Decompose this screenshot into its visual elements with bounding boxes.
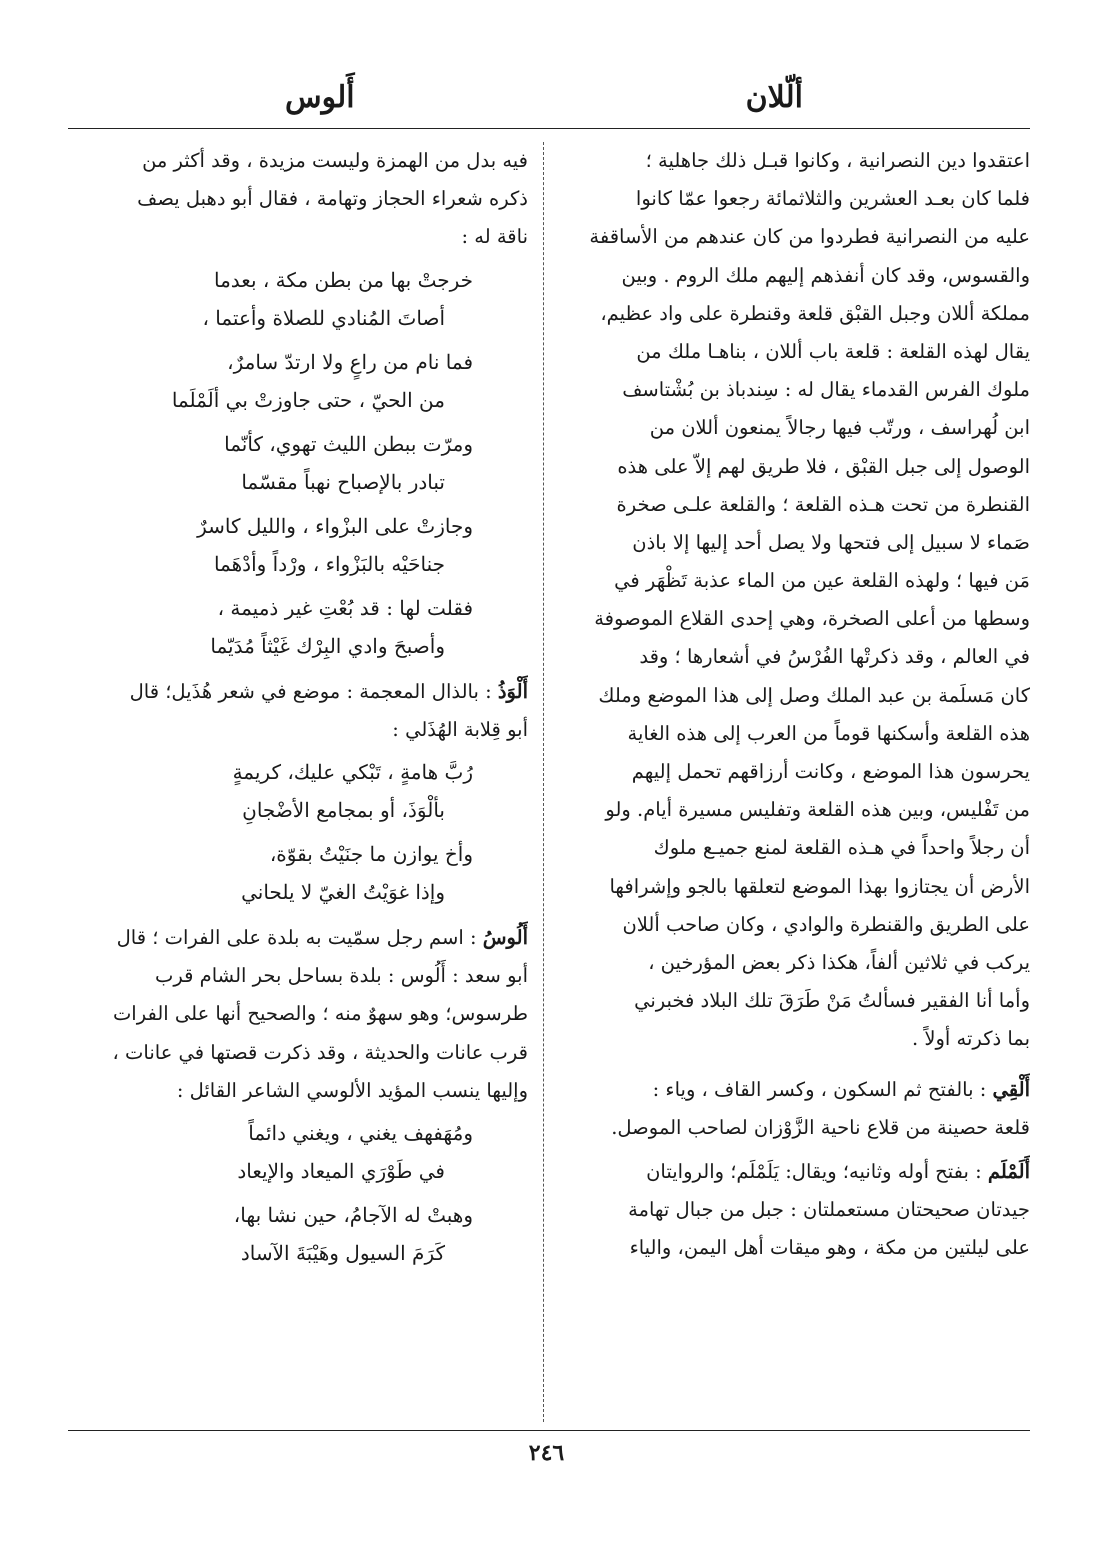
- body-line: الأرض أن يجتازوا بهذا الموضع لتعلقها بالجو وإشرافها: [609, 874, 1030, 898]
- right-column-body: [553, 142, 1030, 1059]
- verse-hemistich: وأخ يوازن ما جنَيْتُ بقوّة،: [269, 841, 473, 866]
- body-line: فيه بدل من الهمزة وليست مزيدة ، وقد أكثر من: [142, 149, 528, 172]
- entry-headword: أَلَمْلَم: [987, 1159, 1030, 1183]
- verse-hemistich: فقلت لها : قد بُعْتِ غير ذميمة ،: [217, 595, 473, 620]
- body-line: صَماء لا سبيل إلى فتحها ولا يصل أحد إليها إلا باذن: [632, 530, 1030, 554]
- page-number: ٢٤٦: [528, 1440, 565, 1466]
- body-line: وسطها من أعلى الصخرة، وهي إحدى القلاع الموصوفة: [594, 607, 1030, 631]
- body-line: يركب في ثلاثين ألفاً، هكذا ذكر بعض المؤرخين ،: [648, 950, 1030, 974]
- body-line: يحرسون هذا الموضع ، وكانت أرزاقهم تحمل إليهم: [631, 760, 1030, 783]
- entry-line: طرسوس؛ وهو سهوٌ منه ؛ والصحيح أنها على الفرات: [112, 1002, 528, 1026]
- body-line: اعتقدوا دين النصرانية ، وكانوا قبـل ذلك جاهلية ؛: [645, 149, 1030, 172]
- body-line: مملكة أللان وجبل القبْق قلعة وقنطرة على واد عظيم،: [600, 301, 1030, 325]
- verse-hemistich: وجازتْ على البزْواء ، والليل كاسرٌ: [197, 513, 473, 538]
- body-line: بما ذكرته أولاً .: [912, 1027, 1030, 1051]
- top-rule: [68, 128, 1030, 129]
- right-column: [553, 142, 1030, 1267]
- verse-hemistich: في طَوْرَي الميعاد والإيعاد: [237, 1158, 445, 1183]
- entry-line: قرب عانات والحديثة ، وقد ذكرت قصتها في عانات ،: [112, 1040, 528, 1064]
- verse-hemistich: تبادر بالإصباح نهباً مقسّما: [241, 469, 445, 494]
- entry-headword: أَلْقِي: [992, 1077, 1030, 1101]
- verse-hemistich: وإذا غوَيْتُ الغيّ لا يلحاني: [241, 879, 445, 904]
- body-line: من تَفْليس، وبين هذه القلعة وتفليس مسيرة أيام. ولو: [605, 798, 1030, 822]
- body-line: ملوك الفرس القدماء يقال له : سِندباذ بن بُشْتاسف: [622, 378, 1030, 402]
- entry-line: أَلْقِي : بالفتح ثم السكون ، وكسر القاف ، وياء :: [652, 1077, 1030, 1101]
- entry-headword: أَلْوَذُ: [497, 679, 528, 703]
- left-column: [70, 142, 528, 1280]
- body-line: يقال لهذه القلعة : قلعة باب أللان ، بناهـا ملك من: [636, 339, 1030, 363]
- entry-headword: أَلُوسُ: [482, 925, 528, 949]
- entry-line: أبو سعد : أَلُوس : بلدة بساحل بحر الشام قرب: [155, 964, 528, 988]
- entry-alqi: [553, 1071, 1030, 1147]
- entry-line: أَلَمْلَم : بفتح أوله وثانيه؛ ويقال: يَلَمْلَم؛ والروايتان: [646, 1159, 1030, 1183]
- entry-line: أَلْوَذُ : بالذال المعجمة : موضع في شعر هُذَيل؛ قال: [129, 679, 528, 703]
- column-divider: [543, 142, 544, 1422]
- verse-hemistich: كَرَمَ السيول وهَيْبَةَ الآساد: [240, 1240, 445, 1265]
- entry-alus: [70, 919, 528, 1110]
- verse-hemistich: أصاتَ المُنادي للصلاة وأعتما ،: [202, 305, 445, 330]
- running-head-right: ألّلان: [745, 80, 803, 115]
- verse-hemistich: فما نام من راعٍ ولا ارتدّ سامرٌ،: [227, 349, 473, 374]
- body-line: وأما أنا الفقير فسألتُ مَنْ طَرَقَ تلك البلاد فخبرني: [634, 989, 1030, 1013]
- body-line: مَن فيها ؛ ولهذه القلعة عين من الماء عذبة تَظْهَر في: [614, 569, 1030, 593]
- body-line: في العالم ، وقد ذكرتْها الفُرْسُ في أشعارها ؛ وقد: [639, 645, 1030, 669]
- body-line: عليه من النصرانية فطردوا من كان عندهم من الأساقفة: [589, 225, 1030, 249]
- verse-block-3: [70, 1114, 528, 1272]
- body-line: الوصول إلى جبل القبْق ، فلا طريق لهم إلاّ على هذه: [617, 454, 1030, 478]
- entry-line: أبو قِلابة الهُذَلي :: [392, 717, 528, 741]
- entry-line: على ليلتين من مكة ، وهو ميقات أهل اليمن، والياء: [629, 1236, 1030, 1260]
- body-line: هذه القلعة وأسكنها قوماً من العرب إلى هذه الغاية: [627, 721, 1030, 745]
- verse-hemistich: بألْوَذَ، أو بمجامع الأضْجانِ: [242, 797, 445, 822]
- verse-hemistich: ومرّت ببطن الليث تهوي، كأنّما: [224, 431, 473, 456]
- body-line: على الطريق والقنطرة والوادي ، وكان صاحب أللان: [622, 912, 1030, 936]
- verse-hemistich: جناحَيْه بالبَزْواء ، ورْداً وأدْهَما: [213, 551, 445, 576]
- verse-hemistich: وأصبحَ وادي البِرْك غَيْثاً مُدَيّما: [210, 633, 445, 658]
- body-line: فلما كان بعـد العشرين والثلاثمائة رجعوا عمّا كانوا: [635, 187, 1030, 211]
- entry-line: وإليها ينسب المؤيد الألوسي الشاعر القائل :: [176, 1078, 528, 1102]
- verse-block-1: [70, 261, 528, 665]
- verse-block-2: [70, 753, 528, 911]
- entry-line: جيدتان صحيحتان مستعملتان : جبل من جبال تهامة: [628, 1198, 1030, 1222]
- entry-alwdh: [70, 673, 528, 749]
- body-line: ذكره شعراء الحجاز وتهامة ، فقال أبو دهبل يصف: [137, 187, 528, 211]
- body-line: أن رجلاً واحداً في هـذه القلعة لمنع جميـع ملوك: [653, 836, 1030, 860]
- verse-hemistich: خرجتْ بها من بطن مكة ، بعدما: [213, 267, 473, 292]
- bottom-rule: [68, 1430, 1030, 1431]
- body-line: ناقة له :: [461, 225, 528, 249]
- body-line: القنطرة من تحت هـذه القلعة ؛ والقلعة علـى صخرة: [616, 492, 1030, 516]
- entry-line: أَلُوسُ : اسم رجل سمّيت به بلدة على الفرات ؛ قال: [116, 925, 528, 949]
- body-line: ابن لُهراسف ، ورتّب فيها رجالاً يمنعون أللان من: [649, 416, 1030, 440]
- verse-hemistich: وهبتْ له الآجامُ، حين نشا بها،: [233, 1202, 473, 1227]
- entry-line: قلعة حصينة من قلاع ناحية الزَّوْزان لصاحب الموصل.: [611, 1115, 1030, 1139]
- verse-hemistich: من الحيّ ، حتى جاوزتْ بي ألَمْلَما: [171, 387, 445, 412]
- verse-hemistich: ومُهَفهف يغني ، ويغني دائماً: [248, 1120, 473, 1145]
- body-line: كان مَسلَمة بن عبد الملك وصل إلى هذا الموضع وملك: [598, 683, 1030, 707]
- verse-hemistich: رُبَّ هامةٍ ، تَبْكي عليك، كريمةٍ: [232, 759, 473, 784]
- entry-almlm: [553, 1153, 1030, 1268]
- running-head-left: أَلوس: [285, 80, 355, 115]
- body-line: والقسوس، وقد كان أنفذهم إليهم ملك الروم . وبين: [621, 263, 1030, 287]
